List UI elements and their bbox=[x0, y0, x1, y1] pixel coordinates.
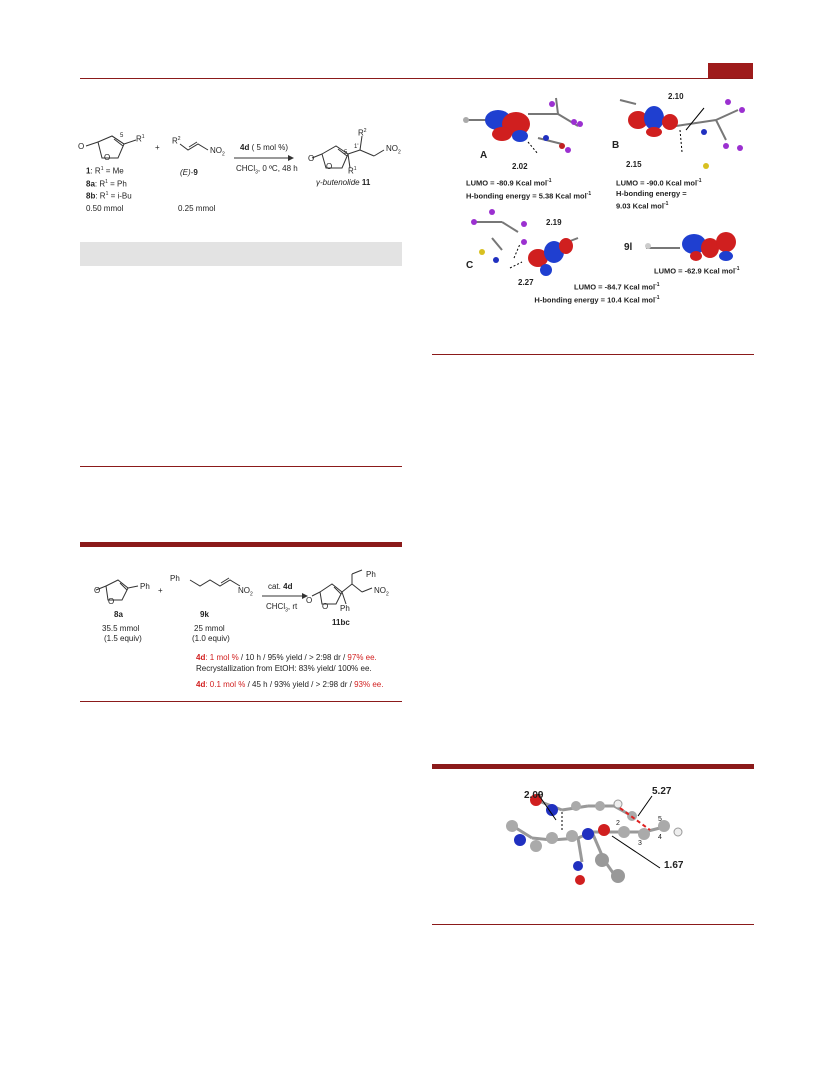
section-rule bbox=[80, 466, 402, 467]
result-2: 4d: 0.1 mol % / 45 h / 93% yield / > 2:98 dr / 93% ee. bbox=[196, 680, 384, 689]
lumo-figure-bottom-rule bbox=[432, 354, 754, 355]
complex-c-label: C bbox=[466, 260, 474, 271]
reaction-arrow bbox=[262, 592, 308, 600]
complex-a-model bbox=[458, 94, 598, 164]
atom-number-2: 2 bbox=[616, 820, 620, 827]
header-rule bbox=[80, 78, 753, 79]
ring-position-5: 5 bbox=[120, 133, 124, 139]
o-atom: O bbox=[326, 162, 333, 171]
ring-position-1: 1' bbox=[354, 144, 359, 150]
distance-5-27: 5.27 bbox=[652, 786, 672, 797]
nitro-equiv: (1.0 equiv) bbox=[192, 634, 230, 643]
product-r1: $R^1$ bbox=[348, 166, 357, 176]
phenyl-label: Ph bbox=[366, 570, 376, 579]
no2-label: $NO_2$ bbox=[238, 586, 253, 598]
complex-b-model bbox=[616, 90, 756, 166]
ring-position-5: 5 bbox=[344, 150, 348, 156]
distance-2-09: 2.09 bbox=[524, 790, 544, 801]
compound-9l-model bbox=[640, 226, 750, 266]
plus-sign: + bbox=[158, 586, 163, 595]
compound-9l-label: 9l bbox=[624, 242, 633, 253]
compound-9l-energy: LUMO = -62.9 Kcal mol$^{-1}$ bbox=[654, 266, 740, 276]
no2-label: $NO_2$ bbox=[374, 586, 389, 598]
page-number-tab bbox=[708, 63, 753, 78]
distance-c1: 2.19 bbox=[546, 218, 562, 227]
nitroalkene-label: (E)-9 bbox=[180, 168, 198, 177]
lumo-figure bbox=[432, 90, 754, 305]
complex-a-energies: LUMO = -80.9 Kcal mol$^{-1}$ H-bonding energy = 5.38 Kcal mol$^{-1}$ bbox=[466, 178, 592, 200]
product-label: γ-butenolide 11 bbox=[316, 178, 371, 187]
product-no2: $NO_2$ bbox=[386, 144, 401, 156]
scheme-2 bbox=[80, 570, 402, 695]
o-atom: O bbox=[108, 597, 115, 606]
scheme-1 bbox=[80, 128, 402, 238]
r2-label: $R^2$ bbox=[172, 136, 181, 146]
phenyl-label: Ph bbox=[170, 574, 180, 583]
nitro-amount: 25 mmol bbox=[194, 624, 225, 633]
atom-number-4: 4 bbox=[658, 834, 662, 841]
plus-sign: + bbox=[155, 143, 160, 152]
o-atom: O bbox=[78, 142, 85, 151]
product-label: 11bc bbox=[332, 618, 350, 627]
atom-number-5: 5 bbox=[658, 816, 662, 823]
o-atom: O bbox=[322, 602, 329, 611]
ts-figure-bottom-rule bbox=[432, 924, 754, 925]
scheme-2-top-rule bbox=[80, 542, 402, 547]
catalyst-label: cat. 4d bbox=[268, 582, 293, 591]
substituent-list: 1: $R^1 = Me$ 8a: $R^1 = Ph$ 8b: $R^1 = i-Bu$ bbox=[86, 166, 132, 201]
atom-number-3: 3 bbox=[638, 840, 642, 847]
reactant-label: 8a bbox=[114, 610, 123, 619]
distance-a: 2.02 bbox=[512, 162, 528, 171]
complex-b-label: B bbox=[612, 140, 620, 151]
o-atom: O bbox=[94, 586, 101, 595]
distance-1-67: 1.67 bbox=[664, 860, 684, 871]
lactone-amount: 0.50 mmol bbox=[86, 204, 124, 213]
nitro-amount: 0.25 mmol bbox=[178, 204, 216, 213]
complex-a-label: A bbox=[480, 150, 488, 161]
phenyl-label: Ph bbox=[340, 604, 350, 613]
nitroalkene-label: 9k bbox=[200, 610, 209, 619]
conditions-label: CHCl$_3$, 0 ºC, 48 h bbox=[236, 164, 298, 176]
result-1: 4d: 1 mol % / 10 h / 95% yield / > 2:98 dr / 97% ee. Recrystallization from EtOH: 83% yield/ 100% ee. bbox=[196, 653, 377, 673]
o-atom: O bbox=[306, 596, 313, 605]
complex-c-model bbox=[462, 208, 592, 288]
distance-b2: 2.15 bbox=[626, 160, 642, 169]
reactant-amount: 35.5 mmol bbox=[102, 624, 140, 633]
o-atom: O bbox=[104, 153, 111, 162]
ts-figure-top-rule bbox=[432, 764, 754, 769]
distance-c2: 2.27 bbox=[518, 278, 534, 287]
reaction-arrow bbox=[234, 154, 294, 162]
no2-label: $NO_2$ bbox=[210, 146, 225, 158]
complex-c-energies: LUMO = -84.7 Kcal mol$^{-1}$ H-bonding energy = 10.4 Kcal mol$^{-1}$ bbox=[534, 282, 660, 304]
table-header-band bbox=[80, 242, 402, 266]
product-r2: $R^2$ bbox=[358, 128, 367, 138]
distance-b1: 2.10 bbox=[668, 92, 684, 101]
complex-b-energies: LUMO = -90.0 Kcal mol$^{-1}$ H-bonding energy = 9.03 Kcal mol$^{-1}$ bbox=[616, 178, 702, 210]
conditions-label: CHCl$_3$, rt bbox=[266, 602, 298, 614]
r1-label: $R^1$ bbox=[136, 134, 145, 144]
transition-state-figure bbox=[432, 772, 754, 912]
scheme-2-bottom-rule bbox=[80, 701, 402, 702]
reactant-equiv: (1.5 equiv) bbox=[104, 634, 142, 643]
catalyst-label: 4d ( 5 mol %) bbox=[240, 143, 289, 152]
o-atom: O bbox=[308, 154, 315, 163]
phenyl-label: Ph bbox=[140, 582, 150, 591]
